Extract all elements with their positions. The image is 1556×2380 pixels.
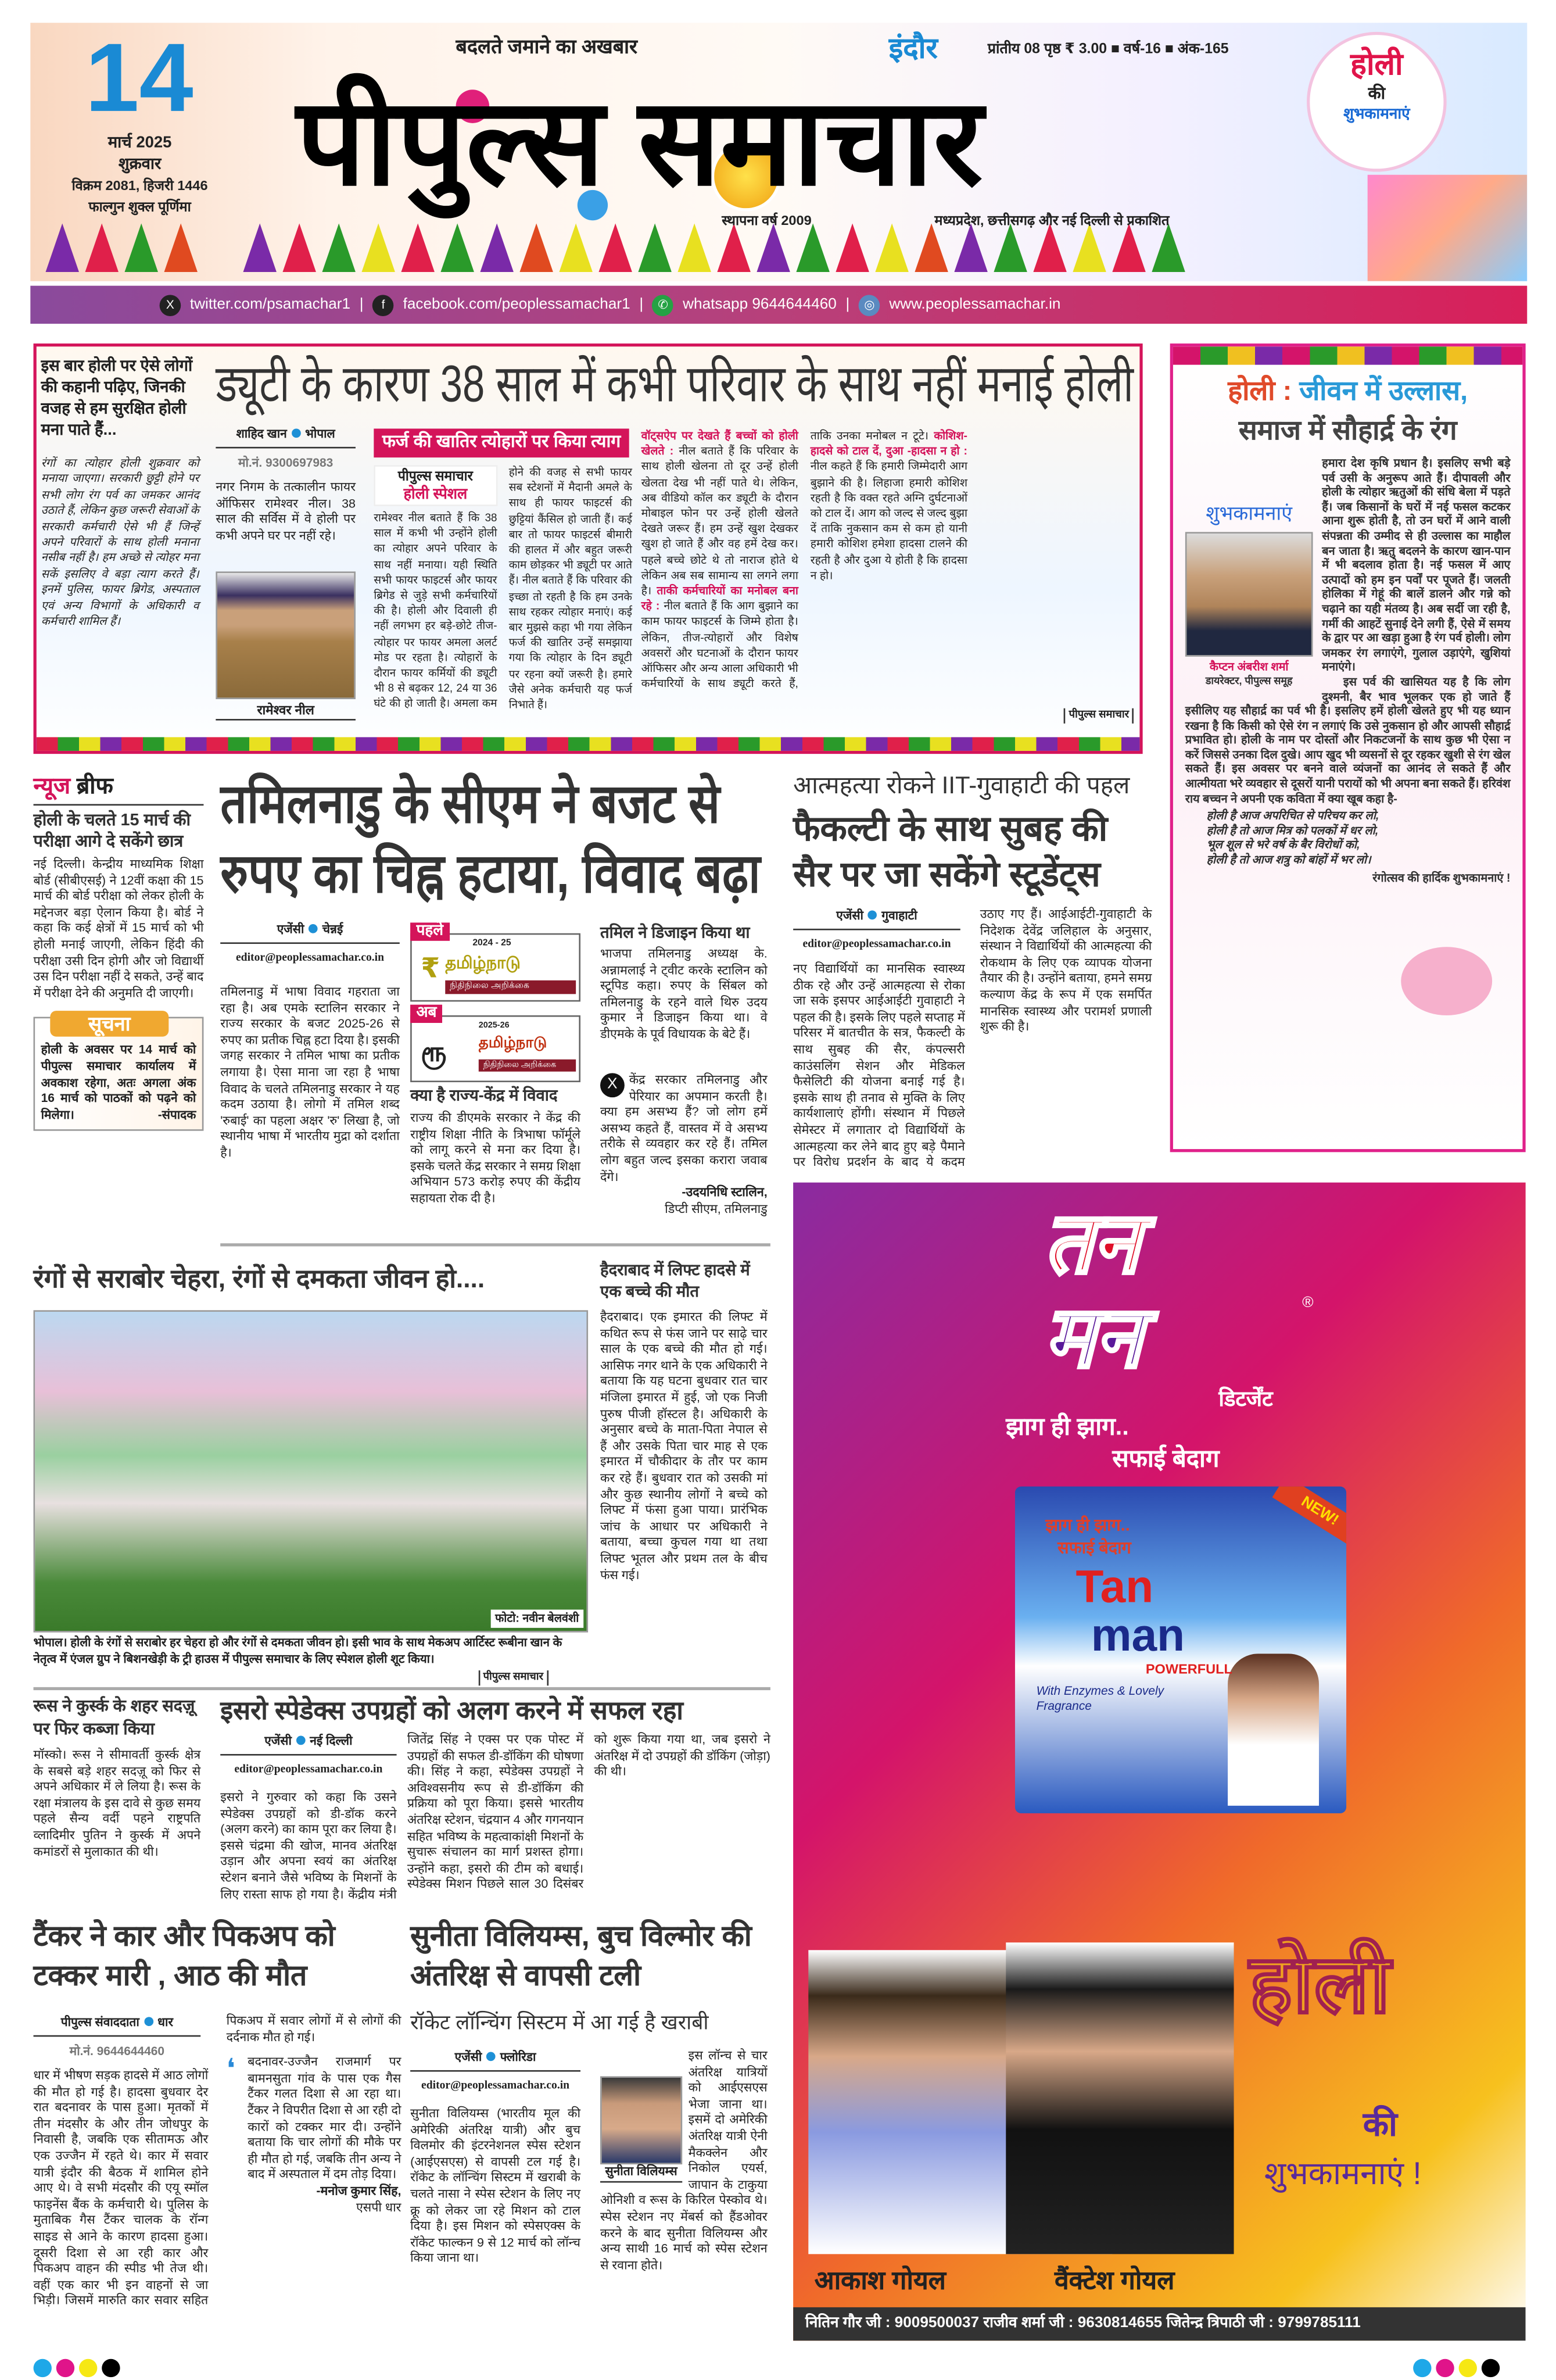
date-day: 14	[85, 23, 193, 133]
text: नील कहते हैं कि हमारी जिम्मेदारी आग बुझाने की है। लिहाजा हमारी कोशिश रहती है कि वक्त रहते अग्नि दुर्घटनाओं को टाल दें। आग को जल्द से जल्द बुझा दें ताकि नुकसान कम से कम हो यानी हमारी कोशिश हमेशा हादसा टालने की रहती है और दुआ ये होती है कि हादसा न हो।	[810, 459, 967, 582]
pack-description: With Enzymes & Lovely Fragrance	[1036, 1684, 1164, 1713]
before-year: 2024 - 25	[472, 939, 511, 949]
quote-text: केंद्र सरकार तमिलनाडु और पेरियार का अपमान करती है। क्या हम असभ्य हैं? जो लोग हमें असभ्य कहते हैं, वास्तव में वे असभ्य तरीके से व्यवहार कर रहे हैं। तमिल लोग बहुत जल्द इसका करारा जवाब देंगे।	[600, 1073, 768, 1184]
photo-caption: रामेश्वर नील	[216, 702, 356, 720]
date-weekday: शुक्रवार	[118, 155, 162, 174]
quote-text: बदनावर-उज्जैन राजमार्ग पर बामनसुता गांव के पास एक गैस टैंकर गलत दिशा से आ रहा था। टैंकर ने विपरीत दिशा से आ रही दो कारों को टक्कर मार दी। उन्होंने बताया कि चार लोगों की मौके पर ही मौत हो गई, जबकि तीन अन्य ने बाद में अस्पताल में दम तोड़ दिया।	[248, 2055, 401, 2182]
pack-girl-image	[1228, 1654, 1319, 1806]
dateline: फ्लोरिडा	[500, 2050, 536, 2064]
title-holi: होली :	[1228, 375, 1292, 406]
ad-ki-text: की	[1363, 2105, 1397, 2143]
agency: एजेंसी	[454, 2050, 482, 2064]
story-text: रामेश्वर नील बताते हैं कि 38 साल में कभी भी उन्होंने होली का त्योहार अपने परिवार के साथ नहीं मनाया। यही स्थिति सभी फायर फाइटर्स और फायर ब्रिगेड से जुड़े सभी कर्मचारियों की है। होली और दिवाली ही नहीं लगभग हर बड़े-छोटे तीज-त्योहार पर फायर अमला अलर्ट मोड पर रहता है। त्योहारों के दौरान फायर कर्मियों की ड्यूटी भी 8 से बढ़कर 12, 24 या 36 घंटे की हो जाती है। अमला कम होने की वजह से सभी फायर सब स्टेशनों में मैदानी अमले के साथ ही फायर फाइटर्स की छुट्टियां कैंसिल हो जाती हैं। कई बार तो फायर फाइटर्स बीमारी की हालत में और बहुत जरूरी काम छोड़कर भी ड्यूटी पर आते हैं। नील बताते हैं कि परिवार की इच्छा तो रहती है कि हम उनके साथ रहकर त्योहार मनाएं। कई बार मुझसे कहा भी गया लेकिन फर्ज की खातिर उन्हें समझाया गया कि त्योहार के दिन ड्यूटी पर रहना क्यों जरूरी है। हमारे जैसे अनेक कर्मचारी यह फर्ज निभाते हैं।	[374, 465, 632, 712]
sunita-photo	[600, 2076, 682, 2164]
newspaper-logo: पीपुल्स समाचार	[296, 74, 983, 210]
tagline: बदलते जमाने का अखबार	[456, 35, 637, 58]
pack-brand-man: man	[1091, 1611, 1185, 1662]
gulal-cones-border	[30, 232, 1367, 281]
officer-photo	[216, 571, 356, 699]
social-links-bar: X twitter.com/psamachar1 | f facebook.com/peoplessamachar1 | ✆ whatsapp 9644644460 | ◎ www.peoplessamachar.in	[30, 286, 1527, 324]
top-story-box	[34, 343, 1143, 754]
editorial-body	[1185, 450, 1511, 885]
badge-wishes: शुभकामनाएं	[1343, 106, 1410, 123]
poem-line: होली है आज अपरिचित से परिचय कर लो,	[1206, 808, 1379, 823]
ad-contacts-strip: नितिन गौर जी : 9009500037 राजीव शर्मा जी : 9630814655 जितेन्द्र त्रिपाठी जी : 9799785111	[793, 2307, 1526, 2341]
subhead-morale: ताकी कर्मचारियों का मनोबल बना रहे :	[641, 584, 798, 613]
agency: एजेंसी	[836, 908, 863, 923]
photo-caption: सुनीता विलियम्स	[600, 2164, 682, 2182]
ad-tagline: सफाई बेदाग	[1112, 1447, 1220, 1473]
sunita-body: सुनीता विलियम्स (भारतीय मूल की अमेरिकी अंतरिक्ष यात्री) और बुच विलमोर की इंटरनेशनल स्पेस स्टेशन (आईएसएस) से वापसी टल गई है। रॉकेट के लॉन्चिंग सिस्टम में खराबी के चलते नासा ने स्पेस स्टेशन के लिए नए क्रू को लेकर जा रहे मिशन को टाल दिया है। इस मिशन को स्पेसएक्स के रॉकेट फाल्कन 9 से 12 मार्च को लॉन्च किया जाना था।	[410, 2106, 581, 2266]
title-part: समाज में सौहार्द्र के रंग	[1238, 414, 1457, 446]
registration-marks	[34, 2359, 120, 2377]
brief-body: नई दिल्ली। केन्द्रीय माध्यमिक शिक्षा बोर्ड (सीबीएसई) ने 12वीं कक्षा की 15 मार्च की बोर्ड परीक्षा को लेकर होली के मद्देनजर बड़ा ऐलान किया है। बोर्ड ने कहा कि कई क्षेत्रों में 15 मार्च को भी होली मनाई जाएगी, लेकिन हिंदी की परीक्षा उसी दिन होगी और जो विद्यार्थी उस दिन परीक्षा नहीं दे सकते, उन्हें बाद में परीक्षा देने की अनुमति दी जाएगी।	[33, 857, 204, 1000]
after-year: 2025-26	[478, 1021, 510, 1031]
ad-product: डिटर्जेंट	[1218, 1386, 1273, 1411]
tamil-ru-symbol-icon: ரூ	[421, 1036, 447, 1067]
person-photo	[1006, 1942, 1234, 2254]
news-brief	[34, 772, 204, 1240]
date-samvat: विक्रम 2081, हिजरी 1446	[71, 177, 208, 194]
detergent-pack	[1015, 1487, 1346, 1813]
credit: पीपुल्स समाचार	[479, 1670, 548, 1685]
globe-icon: ◎	[859, 294, 880, 316]
tanker-quote	[227, 2055, 401, 2216]
byline	[410, 2049, 580, 2071]
new-budget-logo	[410, 1004, 580, 1082]
title-part: जीवन में उल्लास,	[1292, 375, 1468, 406]
tn-sub-body: भाजपा तमिलनाडु अध्यक्ष के. अन्नामलाई ने ट्वीट करके स्टालिन को स्टूपिड कहा। रुपए के सिंबल को तमिलनाडु के रहने वाले थिरु उदय कुमार ने डिजाइन किया था। वे डीएमके के पूर्व विधायक के बेटे हैं।	[600, 947, 768, 1042]
tanker-body	[34, 2014, 401, 2339]
author-photo	[1185, 532, 1313, 656]
iit-kicker: आत्महत्या रोकने IIT-गुवाहाटी की पहल	[793, 774, 1130, 800]
tamil-logo-sub: நிதிநிலை அறிக்கை	[479, 1060, 576, 1072]
subhead-effort: कोशिश- हादसे को टाल दें, दुआ -हादसा न हो :	[810, 428, 967, 458]
person-name: आकाश गोयल	[814, 2266, 946, 2295]
tanker-headline: टैंकर ने कार और पिकअप को टक्कर मारी , आठ की मौत	[33, 1921, 335, 1993]
old-budget-logo	[410, 922, 580, 1002]
editorial-para: हमारा देश कृषि प्रधान है। इसलिए सभी बड़े पर्व उसी के अनुरूप आते हैं। दीपावली और होली के त्योहार ऋतुओं की संधि बेला में पड़ते हैं। जब किसानों के घरों में नई फसल कटकर आना शुरू होती है, तो उन घरों में आने वाली संपन्नता की उम्मीद से ही उल्लास का माहौल बन जाता है। ऋतु बदलने के कारण खान-पान में भी बदलाव होता है। नई फसल में आए उत्पादों को हम इन पर्वों पर पूजते हैं। जलती होलिका में गेहूं की बालें डालने और गन्ने को चढ़ाने का यही मंतव्य है। अब सर्दी जा रही है, गर्मी की आहटें सुनाई देने लगी हैं, ऐसे में समय के द्वार पर आ खड़ा हुआ है रंग पर्व होली। लोग जमकर रंग लगाएंगे, गुलाल उड़ाएंगे, खुशियां मनाएंगे।	[1322, 456, 1511, 674]
agency: एजेंसी	[264, 1734, 292, 1748]
editor-email[interactable]: editor@peoplessamachar.co.in	[421, 2077, 570, 2092]
brief-label: न्यूज	[33, 774, 70, 800]
registered-mark: ®	[1302, 1295, 1314, 1312]
tn-subhead: क्या है राज्य-केंद्र में विवाद	[410, 1086, 558, 1105]
paint-drip-border	[1173, 346, 1522, 364]
quote-icon: ❛	[226, 2053, 235, 2084]
editor-email[interactable]: editor@peoplessamachar.co.in	[235, 950, 385, 964]
whatsapp-icon: ✆	[652, 294, 674, 316]
subhead-whatsapp: वॉट्सऐप पर देखते हैं बच्चों को होली खेलते :	[641, 428, 798, 458]
hyd-body: हैदराबाद। एक इमारत की लिफ्ट में कथित रूप से फंस जाने पर साढ़े चार साल के एक बच्चे की मौत हो गई। आसिफ नगर थाने के एक अधिकारी ने बताया कि यह घटना बुधवार रात चार मंजिला इमारत में हुई, जो एक निजी पुरुष पीजी हॉस्टल है। अधिकारी के अनुसार बच्चे के माता-पिता नेपाल से हैं और उसके पिता चार माह से एक इमारत में चौकीदार के तौर पर काम कर रहे हैं। बुधवार रात को उसकी मां और कुछ स्थानीय लोगों ने बच्चे को लिफ्ट में फंसा हुआ पाया। प्रारंभिक जांच के आधार पर अधिकारी ने बताया, बच्चा कुचल गया था तथा लिफ्ट भूतल और प्रथम तल के बीच फंस गई।	[600, 1310, 768, 1582]
sunita-subhead: रॉकेट लॉन्चिंग सिस्टम में आ गई है खराबी	[410, 2010, 709, 2034]
ad-holi-text: होली	[1249, 1939, 1391, 2031]
iit-body	[793, 907, 1152, 1173]
lead-text: नगर निगम के तत्कालीन फायर ऑफिसर रामेश्वर नील। 38 साल की सर्विस में वे होली पर कभी अपने घर पर नहीं रहे।	[216, 480, 356, 543]
top-headline: ड्यूटी के कारण 38 साल में कभी परिवार के साथ नहीं मनाई होली	[216, 355, 1134, 414]
tanker-text: धार में भीषण सड़क हादसे में आठ लोगों की मौत हो गई है। हादसा बुधवार देर रात बदनावर के पास हुआ। मृतकों में तीन मंदसौर के और तीन जोधपुर के निवासी है, जबकि एक सीतामऊ और एक उज्जैन में रहते थे। कार में सवार यात्री इंदौर की बैठक में शामिल होने आए थे। वे सभी मंदसौर की एयू स्मॉल फाइनेंस बैंक के कर्मचारी थे। पुलिस के मुताबिक गैस टैंकर चालक के रॉन्ग साइड से आने के कारण हादसा हुआ। दूसरी दिशा से आ रही कार और पिकअप वाहन की स्पीड भी तेज थी। वहीं एक कार भी इन वाहनों से जा भिड़ी। जिसमें मारुति कार सवार सहित पिकअप में सवार लोगों में से लोगों की दर्दनाक मौत हो गई।	[33, 2014, 401, 2308]
brand-tan: तन	[1044, 1194, 1140, 1291]
author-role: डायरेक्टर, पीपुल्स समूह	[1205, 675, 1293, 687]
photo-credit: फोटो: नवीन बेलवंशी	[490, 1609, 583, 1627]
holi-greeting-badge	[1307, 32, 1447, 172]
person-name: वैंक्टेश गोयल	[1054, 2266, 1175, 2295]
poem-line: भूल शूल से भरे वर्ष के बैर विरोधों को,	[1206, 838, 1360, 852]
published-from: मध्यप्रदेश, छत्तीसगढ़ और नई दिल्ली से प्रकाशित	[934, 213, 1170, 228]
sunita-photo-block	[600, 2076, 682, 2182]
photo-headline: रंगों से सराबोर चेहरा, रंगों से दमकता जीवन हो....	[33, 1264, 485, 1294]
iit-headline: फैकल्टी के साथ सुबह की सैर पर जा सकेंगे स्टूडेंट्स	[793, 808, 1108, 894]
wishes-label: शुभकामनाएं	[1206, 502, 1293, 525]
twitter-link[interactable]: twitter.com/psamachar1	[189, 296, 351, 313]
badge-holi: होली	[1350, 48, 1403, 83]
subhead-banner: फर्ज की खातिर त्योहारों पर किया त्याग	[374, 428, 629, 457]
special-logo-text: पीपुल्स समाचार	[397, 468, 473, 484]
after-label: अब	[410, 1005, 443, 1023]
russia-headline: रूस ने कुर्स्क के शहर सदज़ू पर फिर कब्जा किया	[33, 1698, 195, 1739]
tn-body: तमिलनाडु में भाषा विवाद गहराता जा रहा है। अब एमके स्टालिन सरकार ने राज्य सरकार के बजट 2025-26 से रुपए का प्रतीक चिह्न हटा दिया है। इसकी जगह सरकार ने तमिल भाषा का प्रतीक लगाया है। ऐसा माना जा रहा है भाषा विवाद के चलते तमिलनाडु सरकार ने यह कदम उठाया है। लोगो में तमिल शब्द 'रुबाई' का पहला अक्षर 'रु' लिखा है, जो स्थानीय भाषा में भारतीय मुद्रा को दर्शाता है।	[220, 985, 400, 1160]
poem-line: होली है तो आज शत्रु को बांहों में भर लो।	[1206, 853, 1371, 867]
holi-illustration	[1368, 175, 1528, 281]
holi-special-logo	[374, 465, 497, 506]
edition-info: प्रांतीय 08 पृष्ठ ₹ 3.00 ■ वर्ष-16 ■ अंक-165	[987, 41, 1229, 58]
notice-label: सूचना	[50, 1011, 168, 1037]
quote-role: डिप्टी सीएम, तमिलनाडु	[665, 1201, 768, 1216]
credit: पीपुल्स समाचार	[1064, 708, 1134, 724]
dateline: चेन्नई	[322, 922, 343, 936]
founded-year: स्थापना वर्ष 2009	[722, 213, 812, 228]
story-column-3	[641, 428, 1137, 702]
notice-box	[34, 1012, 204, 1131]
mobile-number: मो.नं. 9300697983	[238, 456, 334, 470]
pack-powerfull: POWERFULL	[1145, 1661, 1232, 1677]
brand-man: मन	[1044, 1289, 1142, 1385]
notice-text	[35, 1037, 202, 1129]
hyd-headline: हैदराबाद में लिफ्ट हादसे में एक बच्चे की मौत	[600, 1261, 750, 1301]
notice-body: होली के अवसर पर 14 मार्च को पीपुल्स समाचार कार्यालय में अवकाश रहेगा, अतः अगला अंक 16 मार्च को पाठकों को पढ़ने को मिलेगा।	[41, 1043, 196, 1122]
ad-wish-text: शुभकामनाएं !	[1264, 2156, 1422, 2192]
tamil-logo-sub: நிதிநிலை அறிக்கை	[445, 980, 576, 994]
tn-sub-body: राज्य की डीएमके सरकार ने केंद्र की राष्ट्रीय शिक्षा नीति के त्रिभाषा फॉर्मूले को लागू करने से मना कर दिया है। इसके चलते केंद्र सरकार ने समग्र शिक्षा अभियान 573 करोड़ रुपए की केंद्रीय सहायता रोक दी है।	[410, 1111, 581, 1205]
byline	[220, 921, 400, 944]
editorial-para: इस पर्व की खासियत यह है कि लोग दुश्मनी, बैर भाव भूलकर एक हो जाते हैं इसीलिए यह सौहार्द्र का पर्व भी है। इसलिए हमें होली खेलते हुए भी यह ध्यान रखना है कि किसी को ऐसे रंग न लगाएं कि उसे नुकसान हो और आपसी सौहार्द्र प्रभावित हो। होली के नाम पर दोस्तों और निकटजनों के साथ कुछ भी ऐसा न करें जिससे उनका दिल दुखे। आप खुद भी व्यसनों से दूर रहकर खुशी से रंग खेल सकते हैं। इस अवसर पर बनने वाले व्यंजनों का आनंद ले सकते हैं और आत्मीयता भरे व्यवहार से दूसरों यानी परायों को भी अपना बना सकते हैं। हरिवंश राय बच्चन ने अपनी एक कविता में क्या खूब कहा है-	[1185, 674, 1511, 806]
author-block	[1185, 502, 1313, 689]
intro-headline: इस बार होली पर ऐसे लोगों की कहानी पढ़िए, जिनकी वजह से हम सुरक्षित होली मना पाते हैं...	[41, 357, 193, 439]
gulal-border	[37, 737, 1140, 751]
mobile-number: मो.नं. 9644644460	[69, 2044, 165, 2058]
tn-quote	[600, 1073, 768, 1237]
registration-marks	[1413, 2359, 1500, 2377]
dateline: धार	[157, 2015, 173, 2030]
photo-caption: भोपाल। होली के रंगों से सराबोर हर चेहरा हो और रंगों से दमकता जीवन हो। इसी भाव के साथ मेकअप आर्टिस्ट रूबीना खान के नेतृत्व में एंजल ग्रुप ने बिशनखेड़ी के ट्री हाउस में पीपुल्स समाचार के लिए स्पेशल होली शूट किया।	[33, 1635, 562, 1665]
poem-line: होली है तो आज मित्र को पलकों में धर लो,	[1206, 824, 1379, 838]
dateline: गुवाहाटी	[881, 908, 917, 923]
brief-label: ब्रीफ	[70, 774, 113, 800]
dateline: नई दिल्ली	[310, 1734, 353, 1748]
intro-body: रंगों का त्योहार होली शुक्रवार को मनाया जाएगा। सरकारी छुट्टी होने पर सभी लोग रंग पर्व का जमकर आनंद उठाते हैं, लेकिन कुछ जरूरी सेवाओं के सरकारी कर्मचारी ऐसे भी हैं जिन्हें अपने परिवारों के साथ होली मनाना नसीब नहीं है। हम अच्छे से त्योहर मना सकें इसलिए वे बड़ा त्याग करते हैं। इनमें पुलिस, फायर ब्रिगेड, अस्पताल एवं अन्य विभागों के अधिकारी व कर्मचारी शामिल हैं।	[41, 456, 199, 628]
text: नील बताते हैं कि आग बुझाने का काम फायर फाइटर्स के जिम्मे होता है। लेकिन, तीज-त्योहारों और विशेष अवसरों और घटनाओं के दौरान फायर ऑफिसर और अन्य आला अधिकारी भी कर्मचारियों के साथ ड्यूटी करते हैं, ताकि उनका मनोबल न टूटे।	[641, 428, 929, 690]
special-label: होली स्पेशल	[403, 486, 468, 503]
isro-headline: इसरो स्पेडेक्स उपग्रहों को अलग करने में सफल रहा	[220, 1696, 683, 1726]
dateline: भोपाल	[305, 427, 335, 441]
quote-author: -मनोज कुमार सिंह,	[316, 2184, 401, 2198]
x-twitter-icon: X	[600, 1073, 625, 1097]
byline	[216, 425, 356, 448]
divider	[34, 1687, 770, 1690]
pack-new-badge: NEW!	[1272, 1487, 1346, 1548]
editorial-closing: रंगोत्सव की हार्दिक शुभकामनाएं !	[1372, 870, 1511, 885]
pack-brand-tan: Tan	[1075, 1562, 1154, 1613]
tn-subhead: तमिल ने डिजाइन किया था	[600, 924, 750, 943]
divider	[220, 1243, 770, 1246]
author: शाहिद खान	[236, 427, 287, 441]
quote-author: -उदयनिधि स्टालिन,	[682, 1186, 768, 1200]
sunita-headline: सुनीता विलियम्स, बुच विल्मोर की अंतरिक्ष से वापसी टली	[410, 1921, 752, 1993]
brief-headline: होली के चलते 15 मार्च की परीक्षा आगे दे सकेंगे छात्र	[33, 811, 191, 851]
editorial-content	[1173, 365, 1522, 1146]
edition-city: इंदौर	[888, 33, 938, 66]
rupee-symbol-icon: ₹	[421, 953, 440, 984]
iit-text: नए विद्यार्थियों का मानसिक स्वास्थ्य ठीक रहे और उन्हें आत्महत्या से रोका जा सके इसपर आईआईटी गुवाहाटी ने पहल की है। इसके लिए पहले सप्ताह में परिसर में बातचीत के सत्र, फैकल्टी के साथ सुबह की सैर, कंपल्सरी काउंसलिंग सेशन और मेडिकल फैसेलिटी की योजना बनाई गई है। इसके साथ ही तनाव से मुक्ति के लिए कार्यशालाएं होंगी। संस्थान में पिछले सेमेस्टर में लगातार दो विद्यार्थियों के आत्महत्या कर लेने बाद हुए बड़े पैमाने पर विरोध प्रदर्शन के बाद ये कदम उठाए गए हैं। आईआईटी-गुवाहाटी के निदेशक देवेंद्र जलिहाल के अनुसार, संस्थान ने विद्यार्थियों की आत्महत्या की रोकथाम के लिए एक व्यापक योजना तैयार की है। उन्होंने बताया, हमने समग्र कल्याण केंद्र के रूप में एक समर्पित मानसिक स्वास्थ्य और परामर्श प्रणाली शुरू की है।	[793, 907, 1152, 1169]
pack-tagline: सफाई बेदाग	[1057, 1540, 1131, 1558]
sunita-body-2	[600, 2049, 768, 2338]
before-label: पहले	[410, 922, 449, 940]
tn-headline: तमिलनाडु के सीएम ने बजट से रुपए का चिह्न हटाया, विवाद बढ़ा	[220, 772, 761, 905]
dot-icon	[486, 2052, 496, 2062]
date-tithi: फाल्गुन शुक्ल पूर्णिमा	[88, 199, 191, 214]
x-twitter-icon: X	[160, 294, 181, 316]
author: पीपुल्स संवाददाता	[60, 2015, 139, 2030]
website-link[interactable]: www.peoplessamachar.in	[889, 296, 1061, 313]
dot-icon	[292, 428, 301, 438]
badge-ki: की	[1368, 85, 1386, 103]
tamil-logo-text: தமிழ்நாடு	[478, 1035, 547, 1052]
isro-text: इसरो ने गुरुवार को कहा कि उसने स्पेडेक्स उपग्रहों को डी-डॉक करने (अलग करने) का काम पूरा कर लिया है। इससे चंद्रमा की खोज, मानव अंतरिक्ष उड़ान और अपना स्वयं का अंतरिक्ष स्टेशन बनाने जैसे भविष्य के मिशनों के लिए रास्ता साफ हो गया है। केंद्रीय मंत्री जितेंद्र सिंह ने एक्स पर एक पोस्ट में उपग्रहों की सफल डी-डॉकिंग की घोषणा की। सिंह ने कहा, स्पेडेक्स उपग्रहों ने अविश्वसनीय रूप से डी-डॉकिंग की प्रक्रिया को पूरा किया। इससे भारतीय अंतरिक्ष स्टेशन, चंद्रयान 4 और गगनयान सहित भविष्य के महत्वाकांक्षी मिशनों के सुचारू संचालन का मार्ग प्रशस्त होगा। उन्होंने कहा, इसरो की टीम को बधाई। स्पेडेक्स मिशन पिछले साल 30 दिसंबर को शुरू किया गया था, जब इसरो ने अंतरिक्ष में दो उपग्रहों की डॉकिंग (जोड़ा) की थी।	[220, 1733, 770, 1901]
quote-role: एसपी धार	[356, 2200, 401, 2214]
editor-email[interactable]: editor@peoplessamachar.co.in	[234, 1762, 383, 1776]
russia-body: मॉस्को। रूस ने सीमावर्ती कुर्स्क क्षेत्र के सबसे बड़े शहर सदज़ू को फिर से अपने अधिकार में ले लिया है। रूस के रक्षा मंत्रालय के इस दावे से कुछ समय पहले सैन्य वर्दी पहने राष्ट्रपति व्लादिमीर पुतिन ने कुर्स्क में अपने कमांडरों से मुलाकात की थी।	[33, 1748, 201, 1859]
tanman-detergent-ad	[793, 1183, 1526, 2341]
text: नील बताते हैं कि परिवार के साथ होली खेलना तो दूर उन्हें होली खेलता देख भी नहीं पाते थे। लेकिन, अब वीडियो कॉल कर ड्यूटी के दौरान मोबाइल फोन पर उन्हें होली खेलते देखते जरूर हैं। हम उन्हें खुश देखकर खुश हो जाते हैं और वह हमें देख कर। पहले बच्चे छोटे थे तो नाराज होते थे लेकिन अब सब सामान्य सा लगने लगा है।	[641, 444, 798, 597]
editorial-box	[1170, 343, 1526, 1152]
agency: एजेंसी	[277, 922, 304, 936]
author-name: कैप्टन अंबरीश शर्मा	[1209, 659, 1289, 674]
pack-tagline: झाग ही झाग..	[1045, 1516, 1130, 1536]
masthead	[30, 23, 1527, 281]
isro-body	[220, 1733, 770, 1906]
facebook-icon: f	[372, 294, 394, 316]
tamil-logo-text: தமிழ்நாடு	[445, 954, 521, 973]
date-month: मार्च 2025	[107, 134, 172, 152]
poem	[1185, 809, 1511, 867]
editor-email[interactable]: editor@peoplessamachar.co.in	[802, 936, 951, 950]
notice-sign: -संपादक	[157, 1107, 196, 1122]
story-columns	[374, 465, 632, 726]
dot-icon	[309, 924, 318, 933]
facebook-link[interactable]: facebook.com/peoplessamachar1	[403, 296, 630, 313]
whatsapp-link[interactable]: whatsapp 9644644460	[683, 296, 837, 313]
holi-group-photo	[34, 1310, 589, 1632]
sunita-text: इस लॉन्च से चार अंतरिक्ष यात्रियों को आईएसएस भेजा जाना था। इसमें दो अमेरिकी अंतरिक्ष यात्री ऐनी मैकक्लेन और निकोल एयर्स, जापान के टाकुया ओनिशी व रूस के किरिल पेस्कोव थे। स्पेस स्टेशन नए मेंबर्स को हैंडओवर करने के बाद सुनीता विलियम्स और अन्य साथी 16 मार्च को स्पेस स्टेशन से रवाना होते।	[600, 2049, 768, 2272]
ad-tagline: झाग ही झाग..	[1006, 1415, 1129, 1441]
editorial-title	[1185, 371, 1511, 450]
